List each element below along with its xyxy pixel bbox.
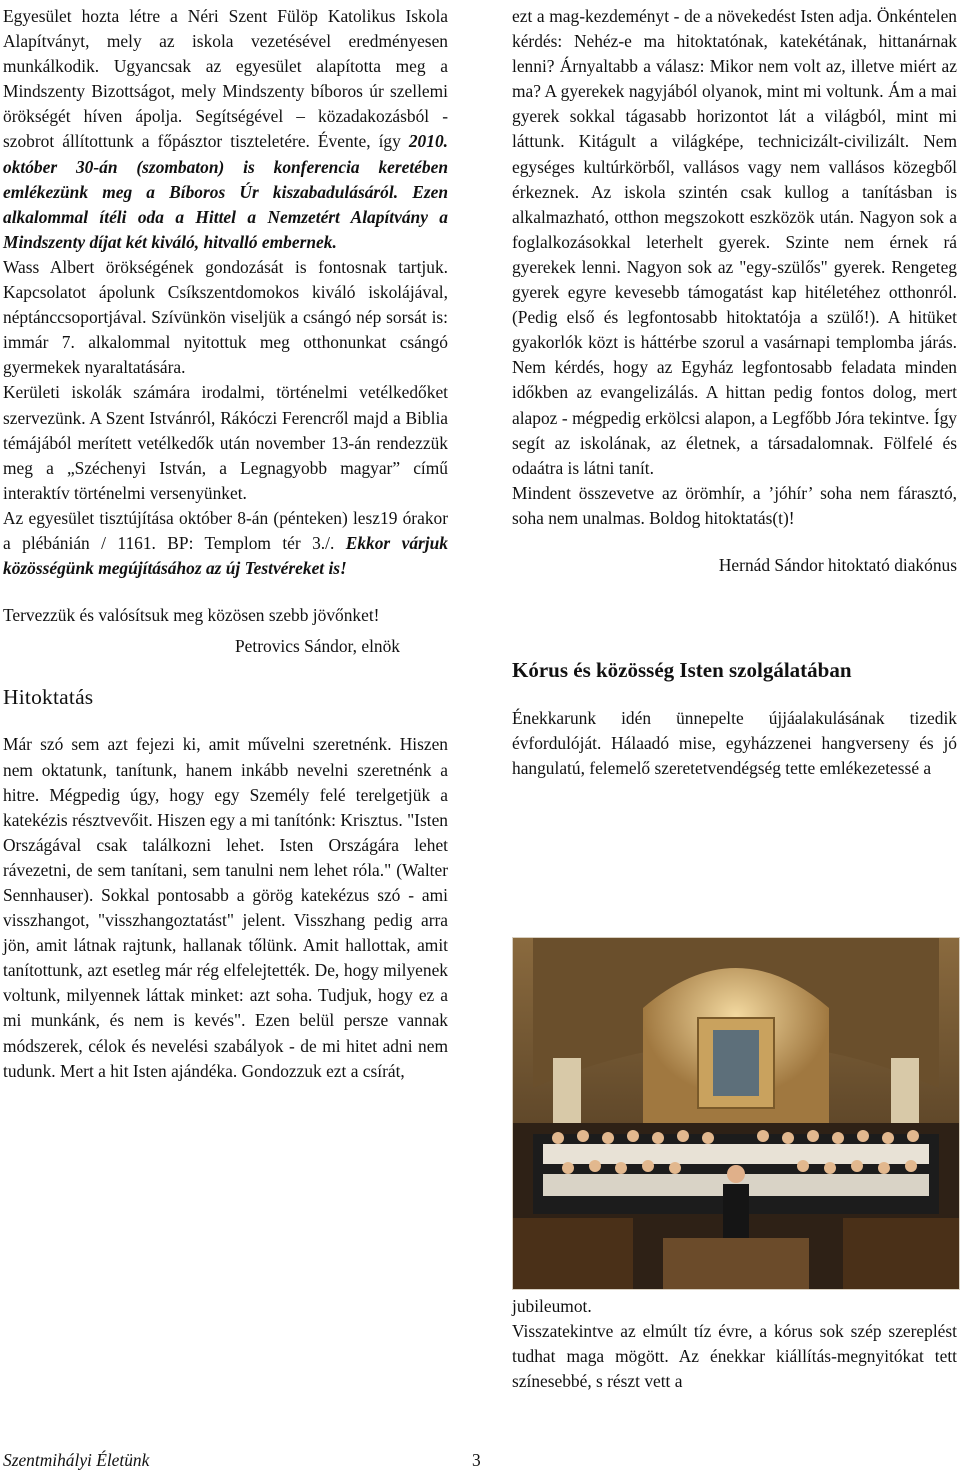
pews-left: [513, 1218, 633, 1289]
paragraph-jubilee: jubileumot.: [512, 1296, 592, 1316]
right-column: [512, 4, 957, 781]
paragraph-choir-retrospective: Visszatekintve az elmúlt tíz évre, a kórus sok szép szereplést tudhat maga mögött. Az énekkar kiállítás-megnyitókat tett színesebbé, s részt vett a: [512, 1321, 957, 1392]
paragraph-election-text: Az egyesület tisztújítása október 8-án (pénteken) lesz19 órakor a plébánián / 1161. BP: Templom tér 3./.: [3, 507, 448, 553]
section-heading-choir: Kórus és közösség Isten szolgálatában: [512, 658, 852, 683]
paragraph-election: [3, 506, 448, 581]
footer-publication-title: Szentmihályi Életünk: [3, 1450, 150, 1470]
choir-church-photo: [512, 937, 960, 1290]
signature-deacon: Hernád Sándor hitoktató diakónus: [718, 554, 957, 575]
left-column: [3, 4, 448, 1084]
paragraph-association-intro: [3, 4, 448, 255]
paragraph-closing: Tervezzük és valósítsuk meg közösen szebb jövőnket!: [3, 605, 380, 626]
paragraph-wass-albert: Wass Albert örökségének gondozását is fontosnak tartjuk. Kapcsolatot ápolunk Csíkszentdomokos kiváló iskolájával, néptánccsoportjával. Szívünkön viseljük a csángó nép sorsát is: immár 7. alkalommal nyitottuk meg otthonunkat csángó gyermekek nyaraltatására.: [3, 256, 448, 378]
paragraph-religious-education: Már szó sem azt fejezi ki, amit művelni szeretnénk. Hiszen nem oktatunk, tanítunk, hanem inkább nevelni szeretnénk a hitre. Mégpedig úgy, hogy egy Személy felé terelgetjük a katekézis résztvevőit. Hiszen egy a mi tanítónk: Krisztus. "Isten Országával csak találkozni lehet. Isten Országára lehet rávezetni, de sem tanítani, sem tanulni nem lehet róla." (Walter Sennhauser). Sokkal pontosabb a görög katekézus szó - ami visszhangot, "visszhangoztatást" jelent. Visszhang pedig arra jön, amit látnak rajtunk, hallanak tőlünk. Amit hallottak, amit tanítottunk, azt esetleg már rég elfelejtették. De, hogy milyenek voltunk, milyennek láttak minket: azt soha. Tudjuk, hogy ez a mi munkánk, és nem is kevés". Ezen belül persze vannak módszerek, célok és nevelési szabályok - de mi hitet adni nem tudunk. Mert a hit Isten ajándéka. Gondozzuk ezt a csírát,: [3, 734, 448, 1081]
choir-church-illustration: [513, 938, 959, 1289]
paragraph-good-news: Mindent összevetve az örömhír, a ’jóhír’ soha nem fárasztó, soha nem unalmas. Boldog hitoktatás(t)!: [512, 482, 957, 528]
paragraph-competitions: Kerületi iskolák számára irodalmi, történelmi vetélkedőket szervezünk. A Szent Istvánról, Rákóczi Ferencről majd a Biblia témájából merített vetélkedők után november 13-án rendezzük meg a „Széchenyi István, a Legnagyobb magyar” című interaktív történelmi versenyünket.: [3, 382, 448, 503]
paragraph-conference-announcement: 2010. október 30-án (szombaton) is konferencia keretében emlékezünk meg a Bíboros Úr kiszabadulásáról. Ezen alkalommal ítéli oda a Hittel a Nemzetért Alapítvány a Mindszenty díjat két kiváló, hitvalló embernek.: [3, 131, 448, 252]
footer-page-number: 3: [472, 1450, 481, 1470]
right-column-continued: [512, 1294, 957, 1394]
paragraph-religious-education-continued: ezt a mag-kezdeményt - de a növekedést Isten adja. Önkéntelen kérdés: Nehéz-e ma hitoktatónak, katekétának, hittanárnak lenni? Árnyaltabb a válasz: Mikor nem volt az, illetve miért az ma? A gyerekek nagyjából olyanok, mint mi voltunk. Ám a mai gyerek sokkal tágasabb horizontot lát a világból, mint mi láttunk. Kitágult a világképe, technicizált-civilizált. Nem egységes kultúrkörből, vallásos vagy nem vallásos közegből érkeznek. Az iskola szintén csak kullog a tanításban is alkalmazható, otthon megszokott eszközök után. Nagyon sok a foglalkozásokkal leterhelt gyerek. Szinte nem érnek rá gyerekek lenni. Nagyon sok az "egy-szülős" gyerek. Rengeteg gyerek egyre kevesebb támogatást kap hitéletéhez otthonról. (Pedig első és legfontosabb hitoktatója a szülő!). A hitüket gyakorlók közt is háttérbe szorul a vasárnapi templomba járás. Nem kérdés, hogy az Egyház legfontosabb feladata minden időkben az evangelizálás. A hittan pedig fontos dolog, mert alapoz - mégpedig erkölcsi alapon, a Legfőbb Jóra tekintve. Így segít az iskolának, az életnek, a társadalomnak. Fölfelé és odaátra is látni tanít.: [512, 6, 957, 478]
signature-president: Petrovics Sándor, elnök: [235, 636, 400, 657]
paragraph-invitation: Ekkor várjuk közösségünk megújításához az új Testvéreket is!: [3, 532, 448, 579]
section-heading-religious-education: Hitoktatás: [3, 685, 94, 710]
paragraph-association-intro-text: Egyesület hozta létre a Néri Szent Fülöp Katolikus Iskola Alapítványt, mely az iskola vezetésével eredményesen munkálkodik. Ugyancsak az egyesület alapította meg a Mindszenty Bizottságot, mely Mindszenty bíboros úr szellemi örökségét híven ápolja. Segítségével – közadakozásból - szobrot állítottunk a főpásztor tiszteletére. Évente, így: [3, 6, 448, 152]
pews-right: [843, 1218, 959, 1289]
altar-painting-figure: [713, 1030, 759, 1096]
spacer: [3, 581, 448, 603]
paragraph-choir-anniversary: Énekkarunk idén ünnepelte újjáalakulásának tizedik évfordulóját. Hálaadó mise, egyházzenei hangverseny és jó hangulatú, felemelő szeretetvendégség tette emlékezetessé a: [512, 708, 957, 779]
aisle-floor: [663, 1238, 809, 1289]
